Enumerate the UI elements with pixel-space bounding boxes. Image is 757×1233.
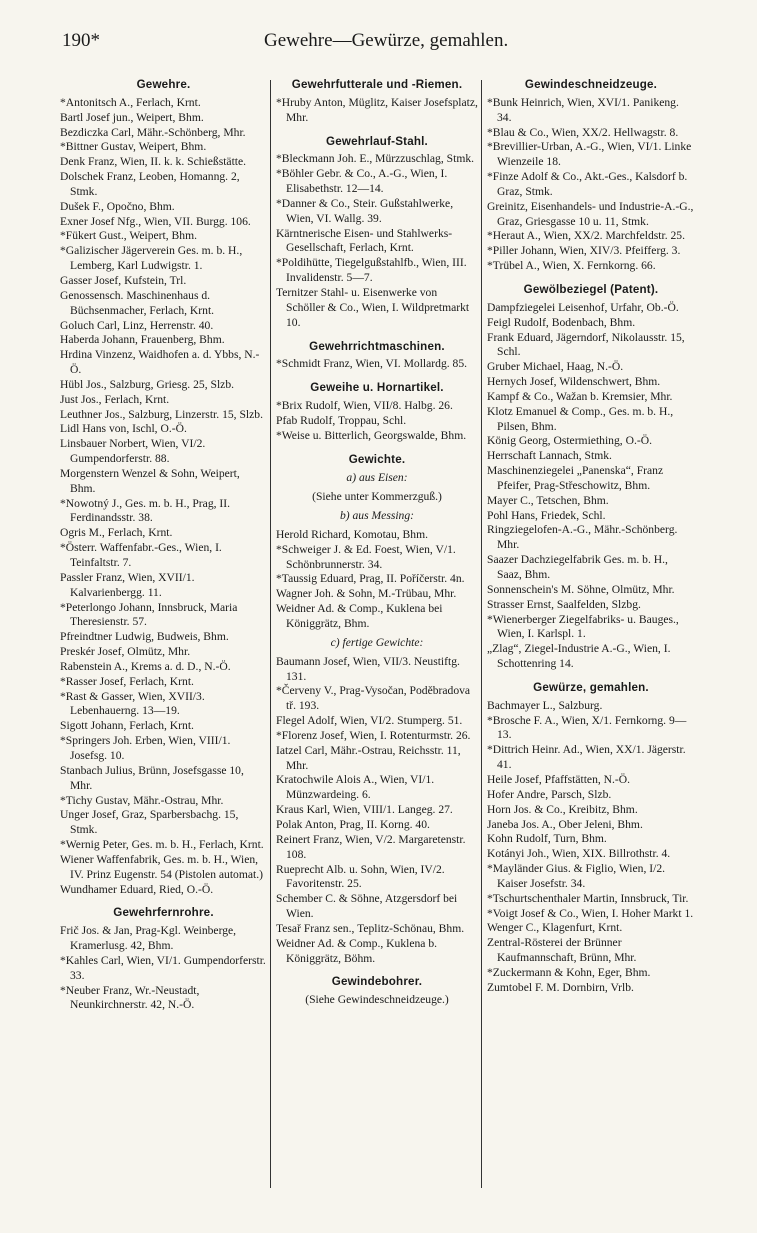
directory-entry: *Rasser Josef, Ferlach, Krnt. [60,674,194,688]
directory-entry: *Rast & Gasser, Wien, XVII/3. Lebenhauerng. 13—19. [60,689,205,718]
directory-entry: *Peterlongo Johann, Innsbruck, Maria Theresienstr. 57. [60,600,238,629]
directory-entry: *Brix Rudolf, Wien, VII/8. Halbg. 26. [276,399,453,413]
directory-entry: Iatzel Carl, Mähr.-Ostrau, Reichsstr. 11, Mhr. [276,743,461,772]
directory-entry: Hrdina Vinzenz, Waidhofen a. d. Ybbs, N.-Ö. [60,348,260,377]
directory-entry: Passler Franz, Wien, XVII/1. Kalvarienbergg. 11. [60,570,195,599]
directory-entry: Stanbach Julius, Brünn, Josefsgasse 10, Mhr. [60,763,244,792]
directory-entry: Preskér Josef, Olmütz, Mhr. [60,645,191,659]
directory-entry: *Zuckermann & Kohn, Eger, Bhm. [487,965,651,979]
directory-entry: *Poldihütte, Tiegelgußstahlfb., Wien, III. Invalidenstr. 5—7. [276,256,467,285]
directory-entry: König Georg, Ostermiething, O.-Ö. [487,434,652,448]
directory-entry: Unger Josef, Graz, Sparbersbachg. 15, Stmk. [60,808,239,837]
section-heading: Gewehre. [136,78,191,91]
directory-entry: Dolschek Franz, Leoben, Homanng. 2, Stmk. [60,170,240,198]
directory-entry: Herold Richard, Komotau, Bhm. [276,527,428,541]
directory-entry: *Nowotný J., Ges. m. b. H., Prag, II. Ferdinandsstr. 38. [60,496,231,525]
subsection-label: a) aus Eisen: [346,471,408,485]
directory-entry: *Brevillier-Urban, A.-G., Wien, VI/1. Linke Wienzeile 18. [487,140,692,169]
directory-entry: Wenger C., Klagenfurt, Krnt. [487,921,623,935]
directory-entry: Morgenstern Wenzel & Sohn, Weipert, Bhm. [60,466,240,495]
directory-entry: *Danner & Co., Steir. Gußstahlwerke, Wien, VI. Wallg. 39. [276,196,454,225]
directory-entry: Bezdiczka Carl, Mähr.-Schönberg, Mhr. [60,125,246,139]
directory-entry: *Hruby Anton, Müglitz, Kaiser Josefsplatz, Mhr. [276,95,478,124]
directory-entry: Kotányi Joh., Wien, XIX. Billrothstr. 4. [487,847,671,861]
directory-entry: Hofer Andre, Parsch, Slzb. [487,787,612,801]
directory-entry: *Springers Joh. Erben, Wien, VIII/1. Josefsg. 10. [60,734,231,762]
directory-entry: Mayer C., Tetschen, Bhm. [487,493,609,507]
directory-entry: Bachmayer L., Salzburg. [487,698,603,712]
section-heading: Gewichte. [348,452,406,466]
cross-reference-note: (Siehe Gewindeschneidzeuge.) [305,993,449,1007]
directory-entry: *Blau & Co., Wien, XX/2. Hellwagstr. 8. [487,125,679,139]
directory-entry: Kratochwile Alois A., Wien, VI/1. Münzwardeing. 6. [276,773,435,802]
section-heading: Gewindebohrer. [331,975,423,989]
directory-entry: Polak Anton, Prag, II. Korng. 40. [276,817,430,831]
directory-entry: Pfreindtner Ludwig, Budweis, Bhm. [60,630,229,644]
directory-entry: *Piller Johann, Wien, XIV/3. Pfeifferg. 3. [487,244,681,258]
directory-entry: Kampf & Co., Wažan b. Kremsier, Mhr. [487,389,673,403]
directory-entry: Gruber Michael, Haag, N.-Ö. [487,360,624,374]
directory-entry: *Finze Adolf & Co., Akt.-Ges., Kalsdorf b. Graz, Stmk. [487,170,688,198]
directory-entry: *Galizischer Jägerverein Ges. m. b. H., Lemberg, Karl Ludwigstr. 1. [60,244,243,273]
directory-entry: *Antonitsch A., Ferlach, Krnt. [60,95,201,109]
directory-entry: Goluch Carl, Linz, Herrenstr. 40. [60,318,214,332]
directory-entry: Hernych Josef, Wildenschwert, Bhm. [487,375,661,389]
directory-entry: *Bunk Heinrich, Wien, XVI/1. Panikeng. 34. [487,95,679,124]
directory-entry: Wagner Joh. & Sohn, M.-Trübau, Mhr. [276,587,457,601]
section-heading: Geweihe u. Hornartikel. [310,381,444,395]
directory-entry: Horn Jos. & Co., Kreibitz, Bhm. [487,802,638,816]
section-heading: Gewehrlauf-Stahl. [326,134,428,148]
column-1 [60,78,267,1188]
directory-entry: *Schmidt Franz, Wien, VI. Mollardg. 85. [276,357,468,371]
subsection-label: c) fertige Gewichte: [330,635,424,649]
column-divider [481,80,482,1188]
column-3 [487,78,695,1188]
column-divider [270,80,271,1188]
directory-entry: Weidner Ad. & Comp., Kuklena b. Königgrätz, Böhm. [276,936,438,965]
directory-entry: *Wernig Peter, Ges. m. b. H., Ferlach, Krnt. [60,838,264,852]
directory-entry: Zentral-Rösterei der Brünner Kaufmannschaft, Brünn, Mhr. [487,936,637,965]
directory-entry: Schember C. & Söhne, Atzgersdorf bei Wien. [276,892,458,921]
directory-entry: Rabenstein A., Krems a. d. D., N.-Ö. [60,659,231,673]
directory-entry: Kärntnerische Eisen- und Stahlwerks-Gesellschaft, Ferlach, Krnt. [276,226,453,255]
directory-entry: Wundhamer Eduard, Ried, O.-Ö. [60,882,214,896]
directory-entry: Ringziegelofen-A.-G., Mähr.-Schönberg. Mhr. [487,523,678,552]
directory-entry: *Schweiger J. & Ed. Foest, Wien, V/1. Schönbrunnerstr. 34. [276,542,456,571]
directory-entry: *Trübel A., Wien, X. Fernkorng. 66. [487,259,656,273]
directory-entry: Linsbauer Norbert, Wien, VI/2. Gumpendorferstr. 88. [60,437,206,466]
directory-entry: Heile Josef, Pfaffstätten, N.-Ö. [487,772,631,786]
directory-entry: Pfab Rudolf, Troppau, Schl. [276,413,407,427]
directory-entry: *Bleckmann Joh. E., Mürzzuschlag, Stmk. [276,152,475,166]
directory-entry: Sonnenschein's M. Söhne, Olmütz, Mhr. [487,582,675,596]
section-heading: Gewehrfernrohre. [113,906,214,920]
directory-entry: Sigott Johann, Ferlach, Krnt. [60,719,194,733]
directory-entry: Lidl Hans von, Ischl, O.-Ö. [60,422,187,436]
directory-entry: Weidner Ad. & Comp., Kuklena bei Königgrätz, Bhm. [276,602,443,630]
directory-entry: Herrschaft Lannach, Stmk. [487,449,612,463]
directory-entry: *Neuber Franz, Wr.-Neustadt, Neunkirchnerstr. 42, N.-Ö. [60,983,200,1012]
directory-entry: Bartl Josef jun., Weipert, Bhm. [60,110,204,124]
directory-entry: *Kahles Carl, Wien, VI/1. Gumpendorferstr. 33. [60,953,266,982]
directory-entry: Saazer Dachziegelfabrik Ges. m. b. H., Saaz, Bhm. [487,553,668,581]
directory-entry: Janeba Jos. A., Ober Jeleni, Bhm. [487,817,643,831]
directory-entry: Dampfziegelei Leisenhof, Urfahr, Ob.-Ö. [487,300,679,314]
directory-entry: Feigl Rudolf, Bodenbach, Bhm. [487,315,636,329]
section-heading: Gewürze, gemahlen. [533,680,649,694]
directory-entry: Genossensch. Maschinenhaus d. Büchsenmacher, Ferlach, Krnt. [60,288,215,317]
directory-entry: *Taussig Eduard, Prag, II. Poříčerstr. 4n. [276,572,465,586]
directory-entry: *Voigt Josef & Co., Wien, I. Hoher Markt 1. [487,906,694,920]
directory-entry: *Böhler Gebr. & Co., A.-G., Wien, I. Elisabethstr. 12—14. [276,167,448,196]
directory-entry: „Zlag“, Ziegel-Industrie A.-G., Wien, I. Schottenring 14. [487,642,671,671]
directory-entry: *Červeny V., Prag-Vysočan, Poděbradova tř. 193. [276,684,471,713]
section-heading: Gewindeschneidzeuge. [524,78,658,91]
page-number: 190* [62,30,100,51]
directory-entry: Haberda Johann, Frauenberg, Bhm. [60,333,225,347]
directory-entry: Zumtobel F. M. Dornbirn, Vrlb. [487,980,634,994]
subsection-label: b) aus Messing: [339,509,415,523]
directory-entry: *Mayländer Gius. & Figlio, Wien, I/2. Kaiser Josefstr. 34. [487,862,666,890]
directory-entry: Greinitz, Eisenhandels- und Industrie-A.-G., Graz, Griesgasse 10 u. 11, Stmk. [487,199,694,228]
directory-entry: Hübl Jos., Salzburg, Griesg. 25, Slzb. [60,377,235,391]
directory-entry: Klotz Emanuel & Comp., Ges. m. b. H., Pilsen, Bhm. [487,404,674,433]
directory-entry: Flegel Adolf, Wien, VI/2. Stumperg. 51. [276,714,463,728]
directory-entry: *Bittner Gustav, Weipert, Bhm. [60,140,207,154]
directory-entry: Dušek F., Opočno, Bhm. [60,199,175,213]
directory-entry: Frič Jos. & Jan, Prag-Kgl. Weinberge, Kramerlusg. 42, Bhm. [60,924,237,953]
directory-entry: Exner Josef Nfg., Wien, VII. Burgg. 106. [60,214,251,228]
directory-entry: Frank Eduard, Jägerndorf, Nikolausstr. 15, Schl. [487,330,685,359]
directory-entry: Maschinenziegelei „Panenska“, Franz Pfeifer, Prag-Střeschowitz, Bhm. [487,464,664,492]
directory-entry: *Tichy Gustav, Mähr.-Ostrau, Mhr. [60,793,224,807]
directory-entry: *Fükert Gust., Weipert, Bhm. [60,229,198,243]
directory-entry: *Heraut A., Wien, XX/2. Marchfeldstr. 25. [487,229,685,243]
section-heading: Gewehrrichtmaschinen. [309,339,445,353]
column-2 [276,78,478,1188]
directory-entry: Leuthner Jos., Salzburg, Linzerstr. 15, Slzb. [60,407,263,421]
directory-entry: *Wienerberger Ziegelfabriks- u. Bauges., Wien, I. Karlspl. 1. [487,612,679,641]
directory-entry: Denk Franz, Wien, II. k. k. Schießstätte. [60,155,247,169]
directory-entry: Kraus Karl, Wien, VIII/1. Langeg. 27. [276,803,453,817]
directory-entry: *Dittrich Heinr. Ad., Wien, XX/1. Jägerstr. 41. [487,743,686,772]
directory-entry: Tesař Franz sen., Teplitz-Schönau, Bhm. [276,921,465,935]
directory-entry: Just Jos., Ferlach, Krnt. [60,392,170,406]
page-header [62,30,702,60]
directory-entry: Pohl Hans, Friedek, Schl. [487,508,606,522]
directory-entry: *Österr. Waffenfabr.-Ges., Wien, I. Teinfaltstr. 7. [60,541,222,569]
directory-entry: Kohn Rudolf, Turn, Bhm. [487,832,607,846]
directory-entry: Ogris M., Ferlach, Krnt. [60,526,173,540]
directory-entry: Strasser Ernst, Saalfelden, Slzbg. [487,597,641,611]
directory-entry: *Florenz Josef, Wien, I. Rotenturmstr. 26. [276,728,471,742]
directory-entry: Rueprecht Alb. u. Sohn, Wien, IV/2. Favoritenstr. 25. [276,862,445,891]
section-heading: Gewölbeziegel (Patent). [523,282,659,296]
directory-entry: *Brosche F. A., Wien, X/1. Fernkorng. 9—13. [487,713,687,742]
directory-entry: Reinert Franz, Wien, V/2. Margaretenstr. 108. [276,832,466,861]
directory-entry: *Weise u. Bitterlich, Georgswalde, Bhm. [276,428,467,442]
section-heading: Gewehrfutterale und -Riemen. [291,78,463,91]
directory-entry: Wiener Waffenfabrik, Ges. m. b. H., Wien, IV. Prinz Eugenstr. 54 (Pistolen automat.) [60,852,263,881]
directory-entry: Gasser Josef, Kufstein, Trl. [60,273,187,287]
directory-entry: Baumann Josef, Wien, VII/3. Neustiftg. 131. [276,654,460,683]
page-title: Gewehre—Gewürze, gemahlen. [264,30,509,51]
directory-entry: Ternitzer Stahl- u. Eisenwerke von Schöller & Co., Wien, I. Wildpretmarkt 10. [276,285,470,329]
directory-entry: *Tschurtschenthaler Martin, Innsbruck, Tir. [487,891,689,905]
cross-reference-note: (Siehe unter Kommerzguß.) [312,490,442,504]
